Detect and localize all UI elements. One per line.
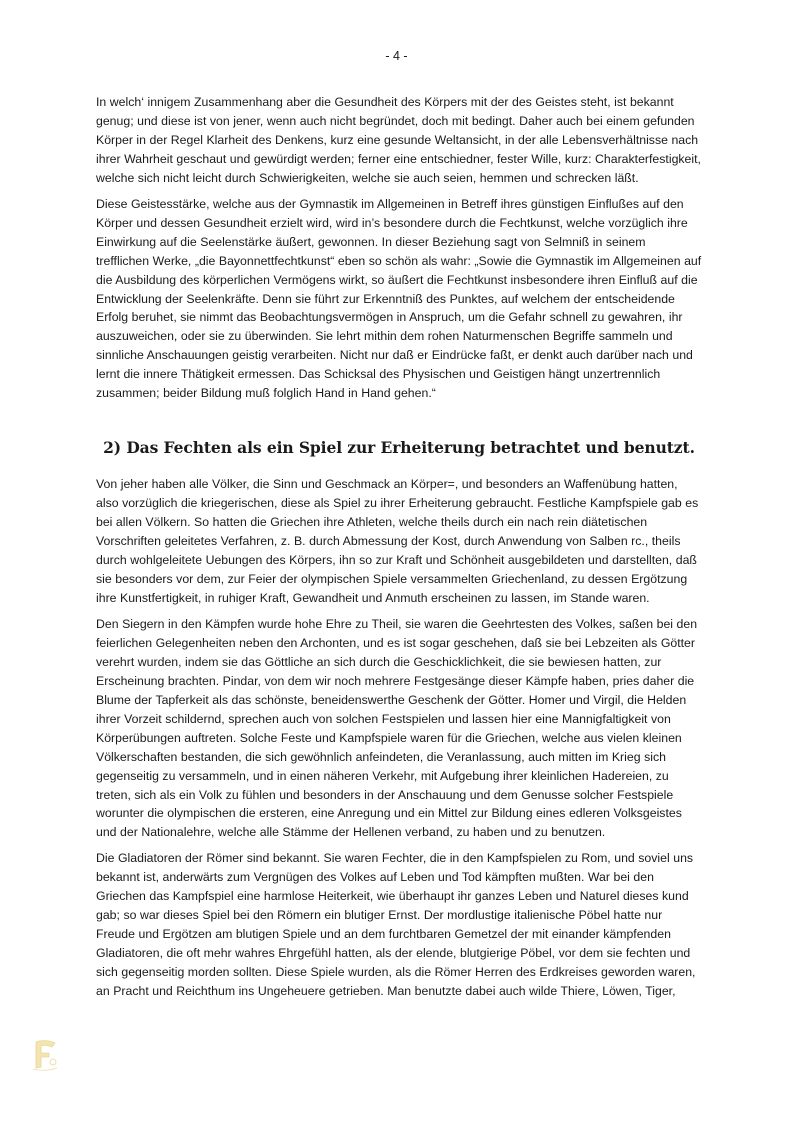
paragraph: In welch‘ innigem Zusammenhang aber die Gesundheit des Körpers mit der des Geistes steht, ist bekannt genug; und diese ist von jener, wenn auch nicht begründet, doch mit bedingt. Daher auch bei einem gefunden Körper in der Regel Klarheit des Denkens, kurz eine gesunde Weltansicht, in der alle Lebensverhältnisse nach ihrer Wahrheit geschaut und gewürdigt werden; ferner eine entschiedner, fester Wille, kurz: Charakterfestigkeit, welche sich nicht leicht durch Schwierigkeiten, welche sie auch seien, hemmen und schrecken läßt. [96, 95, 701, 185]
page-number: - 4 - [385, 49, 408, 63]
paragraph: Den Siegern in den Kämpfen wurde hohe Ehre zu Theil, sie waren die Geehrtesten des Volkes, saßen bei den feierlichen Gelegenheiten neben den Archonten, und es ist sogar geschehen, daß sie bei Lebzeiten als Götter verehrt wurden, indem sie das Göttliche an sich durch die Geschicklichkeit, die sie bewiesen hatten, zur Erscheinung brachten. Pindar, von dem wir noch mehrere Festgesänge dieser Kämpfe haben, pries daher die Blume der Tapferkeit als das schönste, beneidenswerthe Geschenk der Götter. Homer und Virgil, die Helden ihrer Vorzeit schildernd, sprechen auch von solchen Festspielen und lassen hier eine Mannigfaltigkeit von Körperübungen auftreten. Solche Feste und Kampfspiele waren für die Griechen, welche aus vielen kleinen Völkerschaften bestanden, die sich gewöhnlich anfeindeten, die Veranlassung, auch mitten im Krieg sich gegenseitig zu versammeln, und in einen näheren Verkehr, mit Aufgebung ihrer kleinlichen Hadereien, zu treten, sich als ein Volk zu fühlen und besonders in der Anschauung und dem Genusse solcher Festspiele worunter die olympischen die ersteren, eine Anregung und ein Mittel zur Bildung eines edleren Volksgeistes und der Nationalehre, welche alle Stämme der Hellenen verband, zu haben und zu benutzen. [96, 616, 698, 840]
paragraph: Von jeher haben alle Völker, die Sinn und Geschmack an Körper=, und besonders an Waffenübung hatten, also vorzüglich die kriegerischen, diese als Spiel zu ihrer Erheiterung gebraucht. Festliche Kampfspiele gab es bei allen Völkern. So hatten die Griechen ihre Athleten, welche theils durch ein nach rein diätetischen Vorschriften geleitetes Verfahren, z. B. durch Abmessung der Kost, durch Anwendung von Salben rc., theils durch wohlgeleitete Uebungen des Körpers, ihn so zur Kraft und Schönheit ausgebildeten und darstellten, daß sie besonders vor dem, zur Feier der olympischen Spiele versammelten Griechenland, zu dessen Ergötzung ihre Kunstfertigkeit, in ruhiger Kraft, Gewandheit und Anmuth erscheinen zu lassen, im Stande waren. [96, 477, 699, 605]
paragraph: Diese Geistesstärke, welche aus der Gymnastik im Allgemeinen in Betreff ihres günstigen Einflußes auf den Körper und dessen Gesundheit erzielt wird, wird in’s besondere durch die Fechtkunst, welche vorzüglich ihre Einwirkung auf die Seelenstärke äußert, gewonnen. In dieser Beziehung sagt von Selmniß in seinem trefflichen Werke, „die Bayonnettfechtkunst“ eben so schön als wahr: „Sowie die Gymnastik im Allgemeinen auf die Ausbildung des körperlichen Vermögens wirkt, so äußert die Fechtkunst insbesondere ihren Einfluß auf die Entwicklung der Seelenkräfte. Denn sie führt zur Erkenntniß des Punktes, auf welchem der entscheidende Erfolg beruhet, sie nimmt das Beobachtungsvermögen in Anspruch, um die Gefahr schnell zu gewahren, ihr auszuweichen, oder sie zu überwinden. Sie lehrt mithin dem rohen Naturmenschen Begriffe sammeln und sinnliche Anschauungen geistig verarbeiten. Nicht nur daß er Eindrücke faßt, er denkt auch darüber nach und lernt die innere Thätigkeit ermessen. Das Schicksal des Physischen und Geistigen hängt unzertrennlich zusammen; beider Bildung muß folglich Hand in Hand gehen.“ [96, 196, 702, 401]
document-body [96, 93, 702, 1008]
watermark-logo-icon [30, 1038, 60, 1072]
paragraph: Die Gladiatoren der Römer sind bekannt. Sie waren Fechter, die in den Kampfspielen zu Rom, und soviel uns bekannt ist, anderwärts zum Vergnügen des Volkes auf Leben und Tod kämpften mußten. War bei den Griechen das Kampfspiel eine harmlose Heiterkeit, wie überhaupt ihr ganzes Leben und Naturel dieses kund gab; so war dieses Spiel bei den Römern ein blutiger Ernst. Der mordlustige italienische Pöbel hatte nur Freude und Ergötzen am blutigen Spiele und an dem furchtbaren Gemetzel der mit einander kämpfenden Gladiatoren, die oft mehr wahres Ehrgefühl hatten, als der elende, blutgierige Pöbel, vor dem sie fechten und sich gegenseitig morden sollten. Diese Spiele wurden, als die Römer Herren des Erdkreises geworden waren, an Pracht und Reichthum ins Ungeheuere getrieben. Man benutzte dabei auch wilde Thiere, Löwen, Tiger, [96, 851, 696, 999]
section-heading: 2) Das Fechten als ein Spiel zur Erheiterung betrachtet und benutzt. [103, 438, 695, 458]
